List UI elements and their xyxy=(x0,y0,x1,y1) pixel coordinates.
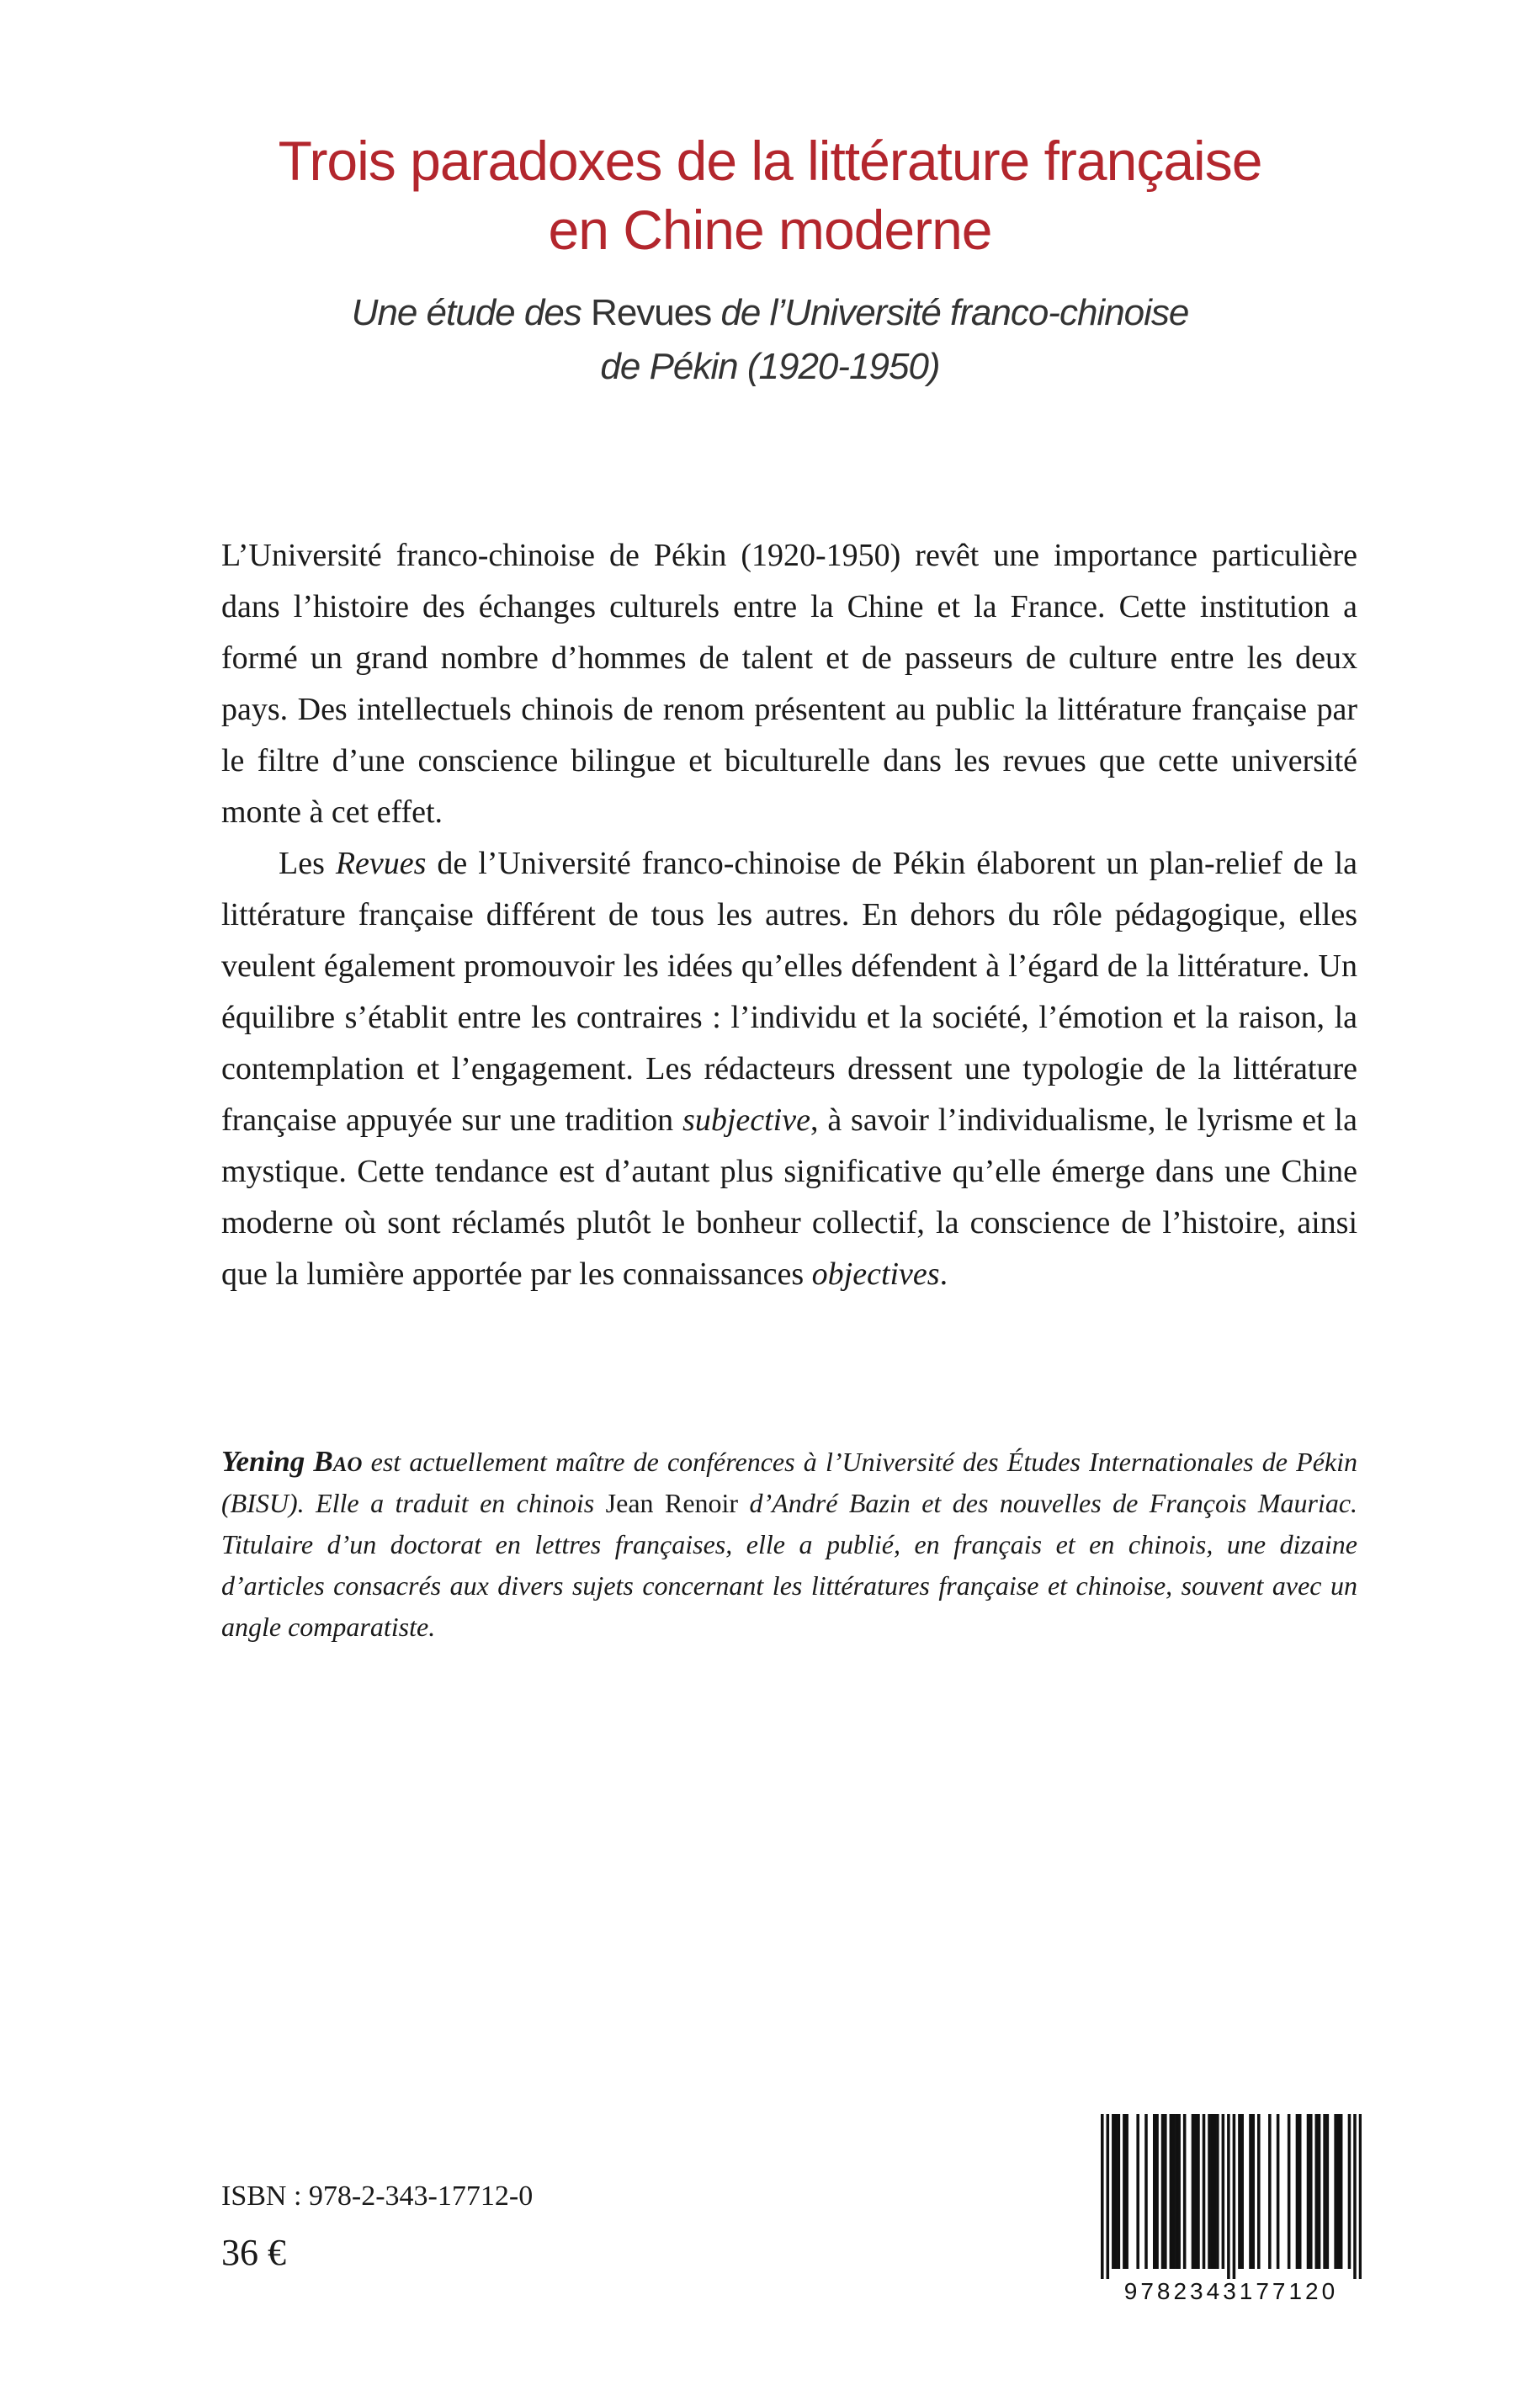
summary-paragraph-2 xyxy=(221,838,1357,1300)
summary-paragraph-1: L’Université franco-chinoise de Pékin (1920-1950) revêt une importance particulière dans l’histoire des échanges culturels entre la Chine et la France. Cette institution a formé un grand nombre d’hommes de talent et de passeurs de culture entre les deux pays. Des intellectuels chinois de renom présentent au public la littérature française par le filtre d’une conscience bilingue et biculturelle dans les revues que cette université monte à cet effet. xyxy=(221,538,1357,830)
barcode-bar xyxy=(1114,2114,1118,2269)
barcode-bar xyxy=(1240,2114,1244,2269)
barcode-bar xyxy=(1208,2114,1211,2269)
barcode-bar xyxy=(1334,2114,1337,2269)
barcode-bar xyxy=(1194,2114,1197,2269)
barcode-bar xyxy=(1192,2114,1195,2269)
barcode-bar xyxy=(1353,2114,1357,2279)
summary-p2-f: objectives xyxy=(811,1256,940,1292)
barcode-bar xyxy=(1315,2114,1319,2269)
barcode-digits: 9782343177120 xyxy=(1123,2278,1339,2304)
barcode-bar xyxy=(1144,2114,1148,2269)
book-summary xyxy=(221,530,1357,1300)
subtitle-part-2: Revues xyxy=(591,292,712,333)
barcode-bar xyxy=(1107,2114,1110,2279)
barcode-bar xyxy=(1175,2114,1178,2269)
barcode-bar xyxy=(1153,2114,1156,2269)
barcode-bar xyxy=(1277,2114,1280,2269)
barcode-bar xyxy=(1323,2114,1326,2269)
author-first-name: Yening xyxy=(221,1445,305,1478)
barcode-bar xyxy=(1326,2114,1330,2269)
barcode-bar xyxy=(1268,2114,1272,2269)
barcode-bar xyxy=(1288,2114,1291,2269)
author-bio xyxy=(221,1441,1357,1648)
barcode-bar xyxy=(1233,2114,1236,2279)
barcode-bar xyxy=(1197,2114,1200,2269)
summary-p2-e: , à savoir l’individualisme, le lyrisme et la mystique. Cette tendance est d’autant plus significative qu’elle émerge dans une Chine moderne où sont réclamés plutôt le bonheur collectif, la conscience de l’histoire, ainsi que la lumière apportée par les connaissances xyxy=(221,1102,1357,1292)
barcode-bar xyxy=(1172,2114,1176,2269)
subtitle-part-1: Une étude des xyxy=(351,292,592,333)
barcode-bar xyxy=(1136,2114,1139,2269)
barcode-bar xyxy=(1222,2114,1225,2269)
barcode-bar xyxy=(1203,2114,1206,2269)
barcode-bar xyxy=(1238,2114,1241,2269)
summary-p2-b: Revues xyxy=(335,846,427,881)
barcode-bar xyxy=(1257,2114,1261,2269)
summary-p2-a: Les xyxy=(279,846,336,881)
barcode-bar xyxy=(1216,2114,1219,2269)
barcode-bar xyxy=(1170,2114,1173,2269)
barcode-bar xyxy=(1118,2114,1121,2269)
barcode-bar xyxy=(1298,2114,1302,2269)
summary-p2-c: de l’Université franco-chinoise de Pékin élaborent un plan-relief de la littérature française différent de tous les autres. En dehors du rôle pédagogique, elles veulent également promouvoir les idées qu’elles défendent à l’égard de la littérature. Un équilibre s’établit entre les contraires : l’individu et la société, l’émotion et la raison, la contemplation et l’engagement. Les rédacteurs dressent une typologie de la littérature française appuyée sur une tradition xyxy=(221,846,1357,1138)
barcode-bar xyxy=(1318,2114,1321,2269)
barcode-bar xyxy=(1348,2114,1351,2269)
barcode-bar xyxy=(1309,2114,1313,2269)
barcode-bar xyxy=(1101,2114,1104,2279)
bio-text-c: d’André Bazin et des nouvelles de François Mauriac. Titulaire d’un doctorat en lettres françaises, elle a publié, en français et en chinois, une dizaine d’articles consacrés aux divers sujets concernant les littératures française et chinoise, souvent avec un angle comparatiste. xyxy=(221,1488,1358,1642)
price: 36 € xyxy=(221,2232,286,2273)
barcode-bar xyxy=(1359,2114,1362,2279)
barcode-bar xyxy=(1164,2114,1167,2269)
author-last-name: Bao xyxy=(313,1445,363,1478)
book-subtitle-line-1 xyxy=(101,286,1439,340)
barcode xyxy=(1101,2114,1362,2279)
summary-p2-d: subjective xyxy=(682,1102,810,1138)
book-subtitle xyxy=(101,286,1439,394)
book-title xyxy=(101,126,1439,264)
book-title-line-2: en Chine moderne xyxy=(548,199,992,261)
book-title-line-1: Trois paradoxes de la littérature française xyxy=(278,130,1262,192)
bio-book-title: Jean Renoir xyxy=(605,1488,739,1518)
barcode-bar xyxy=(1155,2114,1159,2269)
barcode-bar xyxy=(1125,2114,1128,2269)
barcode-bar xyxy=(1337,2114,1341,2269)
barcode-bar xyxy=(1213,2114,1217,2269)
bio-text-a: est actuellement maître de conférences à l’Université des Études Internationales de Pékin (BISU). Elle a traduit en chinois xyxy=(221,1447,1358,1518)
barcode-bar xyxy=(1249,2114,1252,2269)
book-subtitle-line-2: de Pékin (1920-1950) xyxy=(600,346,940,387)
barcode-bar xyxy=(1183,2114,1187,2269)
barcode-bar xyxy=(1112,2114,1115,2269)
barcode-bar xyxy=(1177,2114,1181,2269)
barcode-bar xyxy=(1296,2114,1299,2269)
barcode-bar xyxy=(1211,2114,1214,2269)
isbn: ISBN : 978-2-343-17712-0 xyxy=(221,2180,534,2212)
subtitle-part-3: de l’Université franco-chinoise xyxy=(711,292,1189,333)
barcode-bar xyxy=(1161,2114,1165,2269)
barcode-bar xyxy=(1307,2114,1310,2269)
barcode-bar xyxy=(1123,2114,1126,2269)
summary-p2-g: . xyxy=(939,1256,948,1292)
barcode-bar xyxy=(1251,2114,1255,2269)
barcode-bars xyxy=(1101,2114,1362,2279)
barcode-bar xyxy=(1227,2114,1230,2279)
barcode-bar xyxy=(1340,2114,1343,2269)
